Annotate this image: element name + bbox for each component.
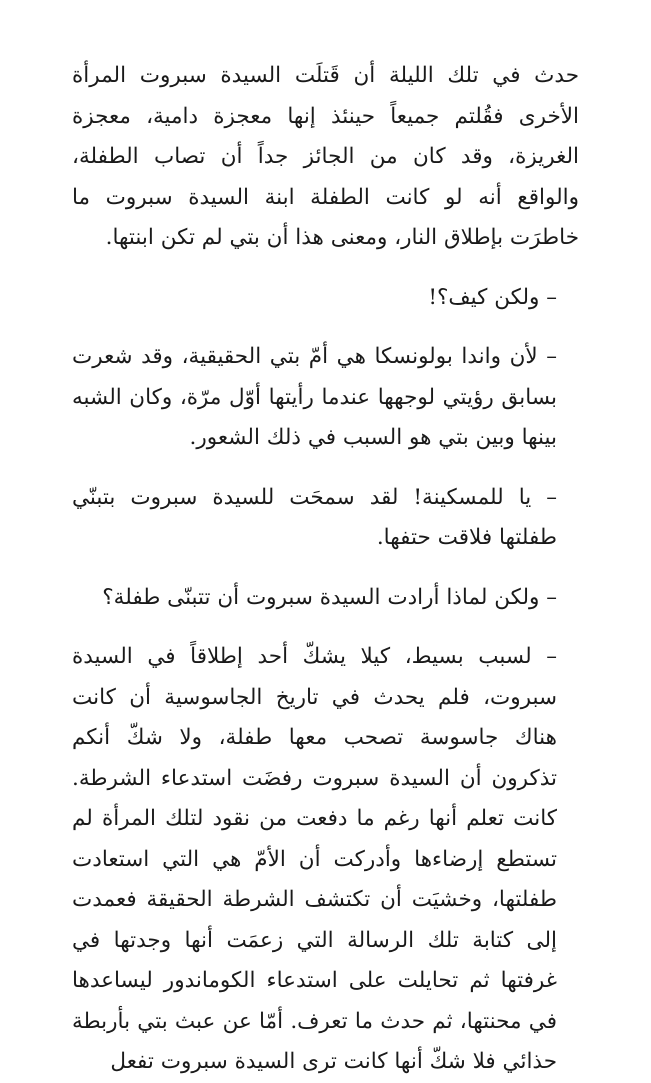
paragraph-dialog-why-adopt: – ولكن لماذا أرادت السيدة سبروت أن تتبنّى طفلة؟ (102, 584, 557, 610)
paragraph-dialog-explanation: – لسبب بسيط، كيلا يشكّ أحد إطلاقاً في السيدة سبروت، فلم يحدث في تاريخ الجاسوسية أن كانت هناك جاسوسة تصحب معها طفلة، ولا شكّ أنكم تذكرون أن السيدة سبروت رفضَت استدعاء الشرطة. كانت تعلم أنها رغم ما دفعت من نقود لتلك المرأة لم تستطع إرضاءها وأدركت أن الأمّ هي التي استعادت طفلتها، وخشيَت أن تكتشف الشرطة الحقيقة فعمدت إلى كتابة تلك الرسالة التي زعمَت أنها وجدتها في غرفتها ثم تحايلت على استدعاء الكوماندور ليساعدها في محنتها، ثم حدث ما تعرف. أمّا عن عبث بتي بأربطة حذائي فلا شكّ أنها كانت ترى السيدة سبروت تفعل (72, 644, 557, 1074)
paragraph-dialog-poor-woman: – يا للمسكينة! لقد سمحَت للسيدة سبروت بتبنّي طفلتها فلاقت حتفها. (72, 484, 557, 550)
paragraph-dialog-question: – ولكن كيف؟! (428, 284, 557, 310)
paragraph-narration: حدث في تلك الليلة أن قَتلَت السيدة سبروت المرأة الأخرى فقُلتم جميعاً حينئذ إنها معجزة دامية، معجزة الغريزة، وقد كان من الجائز جداً أن تصاب الطفلة، والواقع أنه لو كانت الطفلة ابنة السيدة سبروت ما خاطرَت بإطلاق النار، ومعنى هذا أن بتي لم تكن ابنتها. (72, 63, 579, 250)
paragraph-dialog-answer-mother: – لأن واندا بولونسكا هي أمّ بتي الحقيقية، وقد شعرت بسابق رؤيتي لوجهها عندما رأيتها أوّل مرّة، وكان الشبه بينها وبين بتي هو السبب في ذلك الشعور. (72, 344, 557, 450)
